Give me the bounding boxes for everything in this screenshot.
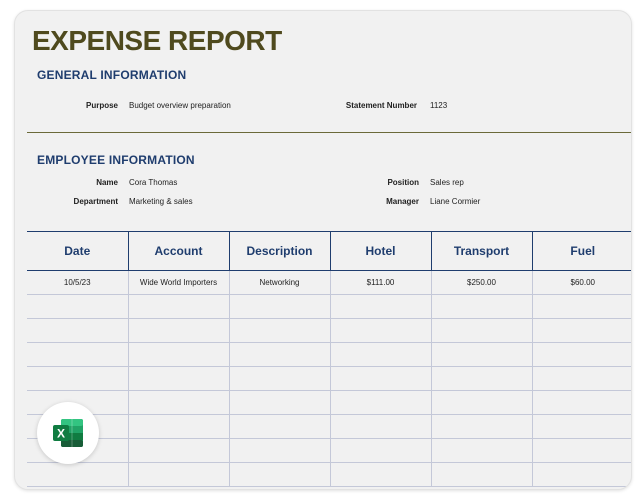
expense-table xyxy=(27,231,632,487)
table-row-empty xyxy=(27,295,632,319)
empty-cell[interactable] xyxy=(431,391,532,415)
cell-transport[interactable]: $250.00 xyxy=(431,271,532,295)
empty-cell[interactable] xyxy=(431,463,532,487)
excel-letter: X xyxy=(56,426,66,441)
table-row xyxy=(27,271,632,295)
empty-cell[interactable] xyxy=(431,343,532,367)
expense-report-card xyxy=(14,10,632,490)
empty-cell[interactable] xyxy=(229,367,330,391)
empty-cell[interactable] xyxy=(330,319,431,343)
empty-cell[interactable] xyxy=(330,415,431,439)
manager-value: Liane Cormier xyxy=(430,197,481,206)
empty-cell[interactable] xyxy=(330,343,431,367)
employee-information-heading: EMPLOYEE INFORMATION xyxy=(37,153,195,167)
table-row-empty xyxy=(27,391,632,415)
purpose-label: Purpose xyxy=(85,101,118,110)
empty-cell[interactable] xyxy=(229,295,330,319)
empty-cell[interactable] xyxy=(128,391,229,415)
table-row-empty xyxy=(27,367,632,391)
purpose-value: Budget overview preparation xyxy=(129,101,231,110)
empty-cell[interactable] xyxy=(128,343,229,367)
table-row-empty xyxy=(27,439,632,463)
empty-cell[interactable] xyxy=(330,391,431,415)
empty-cell[interactable] xyxy=(330,439,431,463)
empty-cell[interactable] xyxy=(330,295,431,319)
empty-cell[interactable] xyxy=(532,319,632,343)
empty-cell[interactable] xyxy=(128,367,229,391)
empty-cell[interactable] xyxy=(532,463,632,487)
table-header-row xyxy=(27,232,632,271)
report-title: EXPENSE REPORT xyxy=(32,25,282,56)
cell-description[interactable]: Networking xyxy=(229,271,330,295)
empty-cell[interactable] xyxy=(330,463,431,487)
empty-cell[interactable] xyxy=(229,439,330,463)
empty-cell[interactable] xyxy=(229,343,330,367)
empty-cell[interactable] xyxy=(532,439,632,463)
header-fuel: Fuel xyxy=(532,232,632,271)
empty-cell[interactable] xyxy=(229,391,330,415)
manager-label: Manager xyxy=(386,197,419,206)
position-value: Sales rep xyxy=(430,178,464,187)
table-row-empty xyxy=(27,463,632,487)
empty-cell[interactable] xyxy=(431,439,532,463)
cell-account[interactable]: Wide World Importers xyxy=(128,271,229,295)
header-hotel: Hotel xyxy=(330,232,431,271)
empty-cell[interactable] xyxy=(27,319,128,343)
empty-cell[interactable] xyxy=(532,343,632,367)
empty-cell[interactable] xyxy=(128,463,229,487)
header-date: Date xyxy=(27,232,128,271)
empty-cell[interactable] xyxy=(229,415,330,439)
statement-number-value: 1123 xyxy=(430,101,448,110)
empty-cell[interactable] xyxy=(431,367,532,391)
name-label: Name xyxy=(96,178,118,187)
table-row-empty xyxy=(27,319,632,343)
empty-cell[interactable] xyxy=(330,367,431,391)
empty-cell[interactable] xyxy=(229,463,330,487)
empty-cell[interactable] xyxy=(128,319,229,343)
empty-cell[interactable] xyxy=(27,343,128,367)
department-value: Marketing & sales xyxy=(129,197,193,206)
empty-cell[interactable] xyxy=(27,463,128,487)
empty-cell[interactable] xyxy=(431,295,532,319)
empty-cell[interactable] xyxy=(532,391,632,415)
position-label: Position xyxy=(387,178,419,187)
header-account: Account xyxy=(128,232,229,271)
name-value: Cora Thomas xyxy=(129,178,178,187)
empty-cell[interactable] xyxy=(27,295,128,319)
section-divider xyxy=(27,132,631,133)
statement-number-label: Statement Number xyxy=(345,101,417,110)
department-label: Department xyxy=(73,197,118,206)
empty-cell[interactable] xyxy=(128,439,229,463)
cell-fuel[interactable]: $60.00 xyxy=(532,271,632,295)
table-row-empty xyxy=(27,343,632,367)
empty-cell[interactable] xyxy=(27,367,128,391)
empty-cell[interactable] xyxy=(532,367,632,391)
cell-hotel[interactable]: $111.00 xyxy=(330,271,431,295)
empty-cell[interactable] xyxy=(229,319,330,343)
empty-cell[interactable] xyxy=(431,415,532,439)
empty-cell[interactable] xyxy=(128,295,229,319)
empty-cell[interactable] xyxy=(128,415,229,439)
header-transport: Transport xyxy=(431,232,532,271)
header-description: Description xyxy=(229,232,330,271)
cell-date[interactable]: 10/5/23 xyxy=(27,271,128,295)
empty-cell[interactable] xyxy=(532,295,632,319)
general-information-heading: GENERAL INFORMATION xyxy=(37,68,187,82)
table-row-empty xyxy=(27,415,632,439)
excel-badge[interactable] xyxy=(37,402,99,464)
excel-icon xyxy=(52,418,84,448)
empty-cell[interactable] xyxy=(532,415,632,439)
empty-cell[interactable] xyxy=(431,319,532,343)
